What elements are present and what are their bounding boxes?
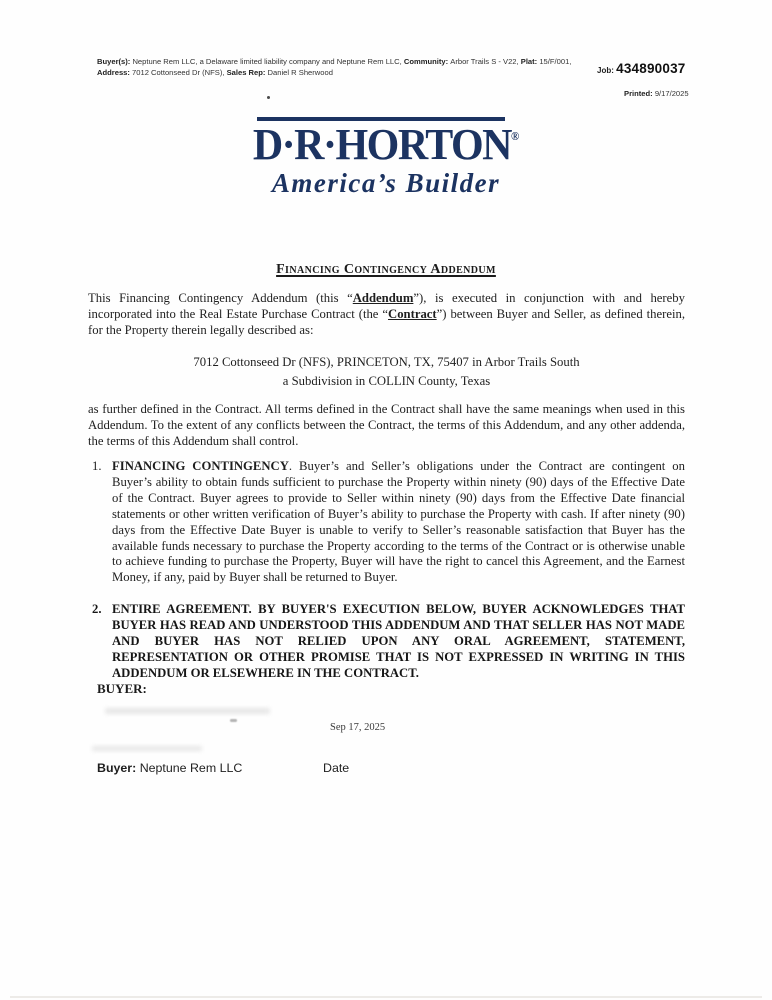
- intro-paragraph: This Financing Contingency Addendum (this “Addendum”), is executed in conjunction with and hereby incorporated into the Real Estate Purchase Contract (the “Contract”) between Buyer and Seller, as defined therein, for the Property therein legally described as:: [88, 291, 686, 337]
- section-heading: ENTIRE AGREEMENT: [112, 602, 249, 617]
- document-header-info: [97, 57, 589, 78]
- numbered-sections: [88, 459, 685, 698]
- scan-bottom-edge: [10, 996, 762, 998]
- date-label: Date: [323, 761, 350, 775]
- section-number: 2.: [92, 602, 102, 617]
- job-value: 434890037: [616, 61, 686, 76]
- property-description: [88, 353, 685, 391]
- buyer-signature-heading: BUYER:: [97, 681, 147, 696]
- community-value: Arbor Trails S - V22,: [450, 57, 521, 66]
- address-label: Address:: [97, 67, 133, 77]
- defined-term-contract: Contract: [388, 306, 437, 321]
- scan-artifact-dot: [267, 96, 270, 99]
- plat-value: 15/F/001,: [539, 57, 572, 66]
- document-title: Financing Contingency Addendum: [276, 262, 496, 277]
- defined-term-addendum: Addendum: [352, 291, 414, 305]
- buyer-label: Buyer:: [97, 761, 137, 775]
- property-address-line: 7012 Cottonseed Dr (NFS), PRINCETON, TX, 75407 in Arbor Trails South: [193, 355, 580, 369]
- buyers-label: Buyer(s):: [97, 57, 133, 66]
- definitions-paragraph: as further defined in the Contract. All terms defined in the Contract shall have the same meanings when used in this Addendum. To the extent of any conflicts between the Contract, the terms of this Addendum, and any other addenda, the terms of this Addendum shall control.: [88, 402, 685, 448]
- dr-horton-logo: [0, 117, 772, 199]
- buyers-value: Neptune Rem LLC, a Delaware limited liability company and Neptune Rem LLC,: [132, 57, 404, 66]
- signature-date: Sep 17, 2025: [330, 722, 386, 733]
- faded-printed-name-mark: [92, 746, 202, 751]
- job-number: [597, 60, 685, 78]
- community-label: Community:: [403, 57, 451, 66]
- section-heading: FINANCING CONTINGENCY: [112, 459, 289, 473]
- section-body: . BY BUYER'S EXECUTION BELOW, BUYER ACKNOWLEDGES THAT BUYER HAS READ AND UNDERSTOOD THIS ADDENDUM AND THAT SELLER HAS NOT MADE AND BUYER HAS NOT RELIED UPON ANY ORAL AGREEMENT, STATEMENT, REPRESENTATION OR OTHER PROMISE THAT IS NOT EXPRESSED IN WRITING IN THIS ADDENDUM OR ELSEWHERE IN THE CONTRACT.: [112, 602, 685, 680]
- printed-value: 9/17/2025: [654, 89, 689, 98]
- sales-rep-label: Sales Rep:: [226, 67, 268, 77]
- signature-labels-row: [97, 761, 597, 775]
- logo-wordmark: D·R·HORTON®: [252, 120, 520, 170]
- section-body: . Buyer’s and Seller’s obligations under the Contract are contingent on Buyer’s ability to obtain funds sufficient to purchase the Property within ninety (90) days of the Effective Date of the Contract. Buyer agrees to provide to Seller within ninety (90) days from the Effective Date financial statements or other written verification of Buyer’s ability to purchase the Property with cash. If after ninety (90) days from the Effective Date Buyer is unable to verify to Seller’s reasonable satisfaction that Buyer has the available funds necessary to purchase the Property according to the terms of the Contract or is otherwise unable to achieve funding to purchase the Property, Buyer will have the right to cancel this Agreement, and the Earnest Money, if any, paid by Buyer shall be returned to Buyer.: [112, 459, 685, 585]
- registered-trademark-icon: ®: [510, 130, 520, 143]
- printed-date: [624, 89, 689, 98]
- job-label: Job:: [597, 66, 617, 75]
- buyer-name-line: [97, 761, 323, 775]
- buyer-name: Neptune Rem LLC: [136, 761, 243, 775]
- faded-pen-dot: [230, 719, 237, 722]
- faded-signature-mark: [105, 708, 270, 714]
- address-value: 7012 Cottonseed Dr (NFS),: [132, 67, 227, 77]
- printed-label: Printed:: [624, 89, 655, 98]
- property-subdivision-line: a Subdivision in COLLIN County, Texas: [282, 374, 491, 388]
- section-entire-agreement: [88, 602, 685, 682]
- sales-rep-value: Daniel R Sherwood: [267, 67, 333, 77]
- plat-label: Plat:: [520, 57, 540, 66]
- section-financing-contingency: [88, 459, 685, 586]
- section-number: 1.: [92, 459, 102, 473]
- logo-tagline: America’s Builder: [271, 168, 501, 199]
